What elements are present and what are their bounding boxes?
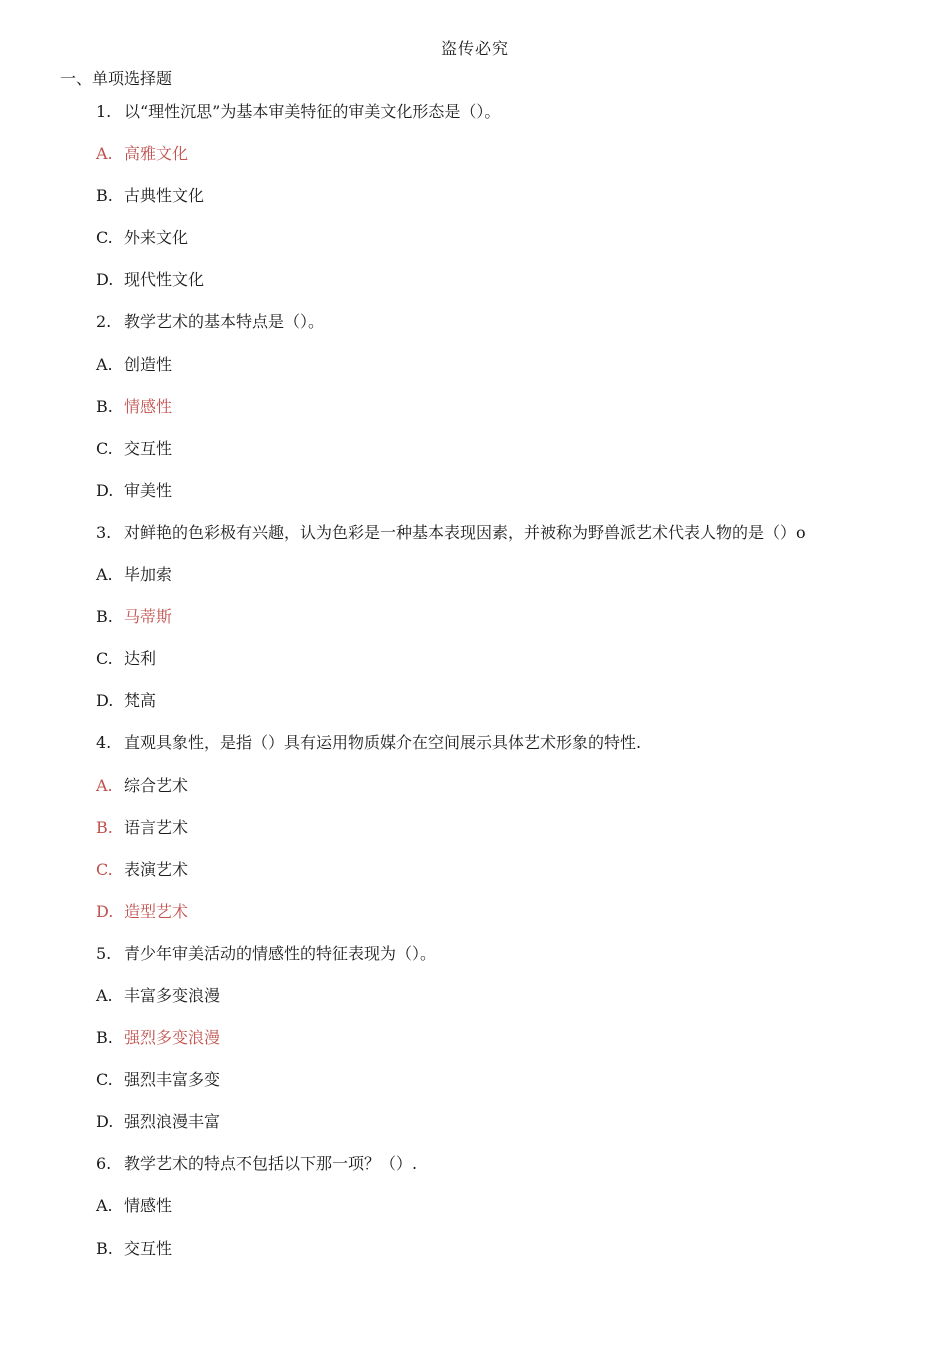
option-text: 毕加索 [124,565,173,585]
question-text: 青少年审美活动的情感性的特征表现为（）。 [124,943,437,963]
option-1-a [96,142,936,184]
question-2 [96,310,936,352]
option-letter: B. [96,396,113,416]
option-text: 情感性 [124,396,173,416]
option-3-d [96,689,936,731]
option-letter: D. [96,901,114,921]
option-text: 强烈浪漫丰富 [124,1112,221,1132]
option-3-b [96,605,936,647]
option-letter: A. [96,354,113,374]
question-number: 3. [96,522,112,542]
option-3-a [96,563,936,605]
option-1-c [96,226,936,268]
option-letter: D. [96,270,114,290]
question-5 [96,942,936,984]
option-text: 情感性 [124,1196,173,1216]
option-letter: C. [96,859,113,879]
option-text: 造型艺术 [124,901,189,921]
option-2-c [96,437,936,479]
option-text: 古典性文化 [124,186,205,206]
option-letter: A. [96,144,113,164]
option-letter: A. [96,565,113,585]
option-letter: C. [96,438,113,458]
question-text: 教学艺术的基本特点是（）。 [124,312,325,332]
option-letter: D. [96,691,114,711]
option-text: 达利 [124,649,157,669]
option-2-d [96,479,936,521]
option-text: 梵高 [124,691,157,711]
section-title: 一、单项选择题 [60,69,173,88]
option-text: 外来文化 [124,228,189,248]
option-letter: C. [96,1070,113,1090]
option-4-c [96,858,936,900]
option-4-d [96,900,936,942]
option-letter: C. [96,649,113,669]
option-text: 强烈丰富多变 [124,1070,221,1090]
option-letter: B. [96,186,113,206]
option-5-b [96,1026,936,1068]
option-4-a [96,774,936,816]
option-text: 现代性文化 [124,270,205,290]
option-letter: A. [96,985,113,1005]
question-6 [96,1152,936,1194]
option-6-b [96,1237,936,1279]
option-text: 创造性 [124,354,173,374]
page-header: 盗传必究 [440,39,509,58]
option-text: 语言艺术 [124,817,189,837]
option-5-a [96,984,936,1026]
question-text: 教学艺术的特点不包括以下那一项？（）. [124,1154,418,1174]
option-text: 丰富多变浪漫 [124,985,221,1005]
question-3 [96,521,936,563]
option-letter: C. [96,228,113,248]
question-number: 1. [96,102,112,121]
option-5-d [96,1110,936,1152]
option-2-b [96,395,936,437]
question-number: 5. [96,943,112,963]
option-5-c [96,1068,936,1110]
option-text: 马蒂斯 [124,607,173,627]
option-4-b [96,816,936,858]
option-2-a [96,353,936,395]
question-list [96,100,936,1279]
option-letter: B. [96,1028,113,1048]
option-6-a [96,1194,936,1236]
question-text: 以“理性沉思”为基本审美特征的审美文化形态是（）。 [124,102,501,121]
question-number: 4. [96,733,112,753]
option-letter: A. [96,1196,113,1216]
question-1 [96,100,936,142]
option-letter: D. [96,1112,114,1132]
question-number: 2. [96,312,112,332]
question-text: 直观具象性，是指（）具有运用物质媒介在空间展示具体艺术形象的特性. [124,733,642,753]
option-text: 表演艺术 [124,859,189,879]
option-letter: A. [96,775,113,795]
option-3-c [96,647,936,689]
question-4 [96,731,936,773]
option-text: 强烈多变浪漫 [124,1028,221,1048]
question-text: 对鲜艳的色彩极有兴趣，认为色彩是一种基本表现因素，并被称为野兽派艺术代表人物的是（）o [124,522,806,542]
option-text: 高雅文化 [124,144,189,164]
question-number: 6. [96,1154,112,1174]
option-text: 综合艺术 [124,775,189,795]
option-letter: B. [96,817,113,837]
option-1-d [96,268,936,310]
option-letter: B. [96,1238,113,1258]
option-text: 交互性 [124,1238,173,1258]
option-letter: B. [96,607,113,627]
option-letter: D. [96,480,114,500]
option-text: 审美性 [124,480,173,500]
option-text: 交互性 [124,438,173,458]
option-1-b [96,184,936,226]
